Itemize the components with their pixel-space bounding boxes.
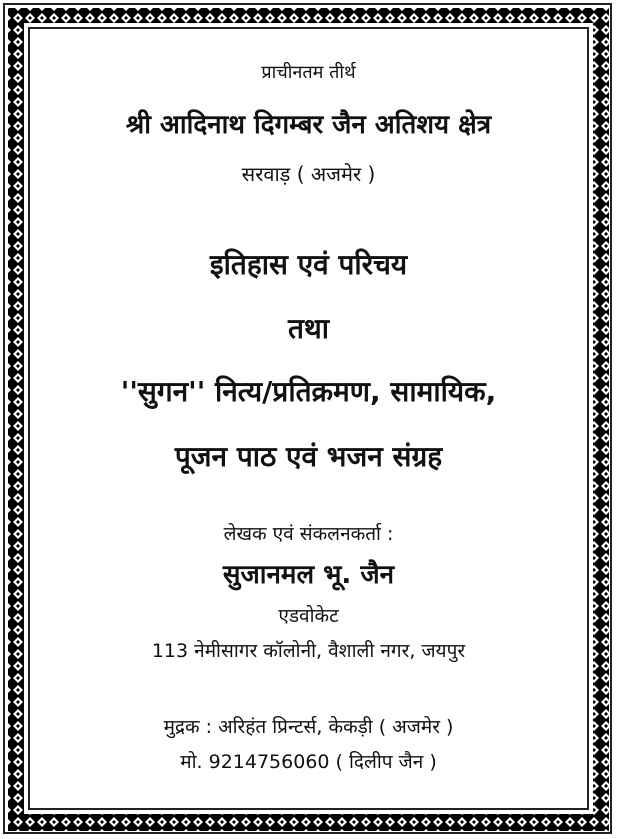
page-title: श्री आदिनाथ दिगम्बर जैन अतिशय क्षेत्र xyxy=(125,110,492,140)
phone-info: मो. 9214756060 ( दिलीप जैन ) xyxy=(180,751,437,773)
subtitle-top: प्राचीनतम तीर्थ xyxy=(261,62,356,83)
heading-line-1: इतिहास एवं परिचय xyxy=(209,248,408,281)
heading-line-3: ''सुगन'' नित्य/प्रतिक्रमण, सामायिक, xyxy=(120,375,497,408)
author-name: सुजानमल भू. जैन xyxy=(222,560,395,590)
cover-content xyxy=(28,27,589,810)
author-label: लेखक एवं संकलनकर्ता : xyxy=(223,523,394,545)
heading-line-4: पूजन पाठ एवं भजन संग्रह xyxy=(174,440,443,473)
author-title: एडवोकेट xyxy=(278,605,339,627)
location: सरवाड़ ( अजमेर ) xyxy=(241,162,376,186)
heading-line-2: तथा xyxy=(287,312,330,345)
printer-info: मुद्रक : अरिहंत प्रिन्टर्स, केकड़ी ( अजमेर ) xyxy=(163,716,454,738)
author-address: 113 नेमीसागर कॉलोनी, वैशाली नगर, जयपुर xyxy=(151,640,466,662)
